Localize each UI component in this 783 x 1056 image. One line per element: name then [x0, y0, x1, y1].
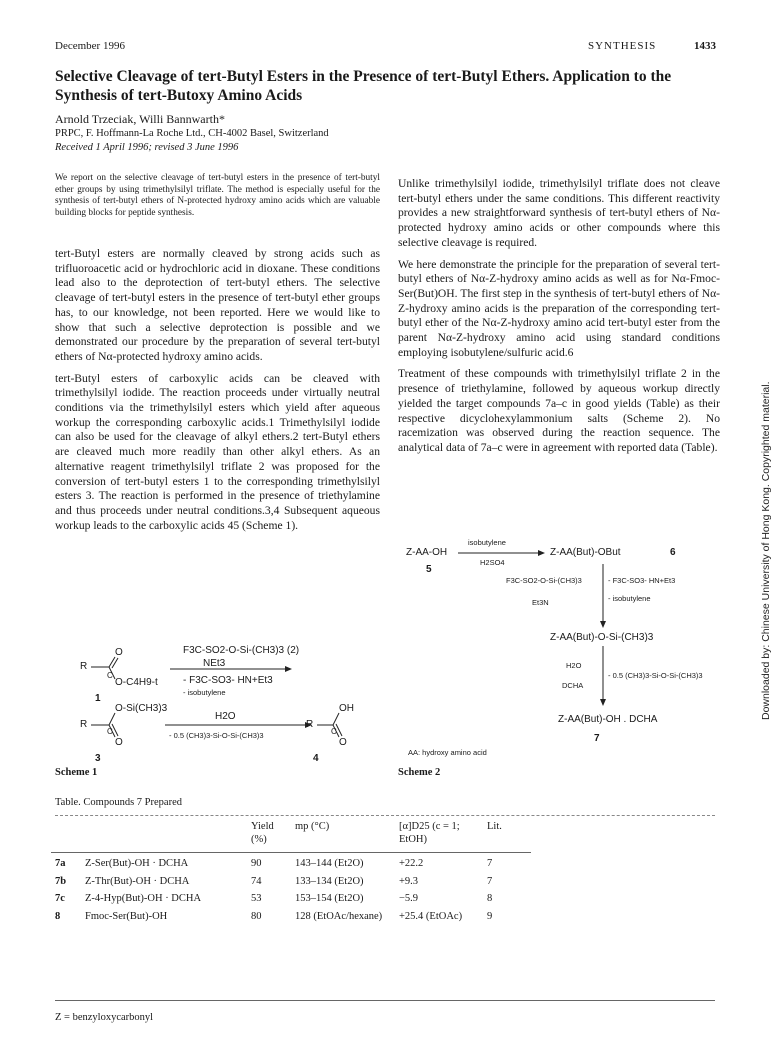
header-page: 1433 [694, 40, 716, 52]
scheme-1-atom: O [115, 647, 123, 658]
scheme-1-atom: R [80, 661, 88, 672]
table-row: 7b Z-Thr(But)-OH · DCHA 74 133–134 (Et2O) +9.3 7 [55, 875, 493, 887]
scheme-1-reagent: F3C-SO2-O-Si-(CH3)3 (2) [183, 645, 300, 656]
compound-label: 7 [594, 733, 600, 744]
scheme-2-water: H2O [566, 661, 582, 670]
scheme-1-atom: O [339, 737, 347, 748]
scheme-2-start: Z-AA-OH [406, 547, 448, 558]
table-footnote: Z = benzyloxycarbonyl [55, 1012, 154, 1023]
compound-label: 4 [313, 753, 319, 764]
column-header: Lit. [487, 821, 502, 832]
scheme-1-water: H2O [215, 711, 236, 722]
scheme-2-byproduct: - 0.5 (CH3)3-Si-O-Si-(CH3)3 [608, 671, 703, 680]
compound-label: 6 [670, 547, 676, 558]
compound-label: 1 [95, 693, 101, 704]
header-journal: SYNTHESIS [588, 40, 657, 52]
scheme-1-atom: C [331, 727, 337, 736]
scheme-2-byproduct: - F3C-SO3- HN+Et3 [608, 576, 676, 585]
table-rule [55, 815, 715, 816]
table-caption: Table. Compounds 7 Prepared [55, 797, 182, 808]
download-notice: Downloaded by: Chinese University of Hong Kong. Copyrighted material. [760, 381, 772, 720]
scheme-1-group: O-Si(CH3)3 [115, 703, 168, 714]
table-header-row [51, 821, 531, 846]
right-column [398, 177, 720, 463]
table-row: 7a Z-Ser(But)-OH · DCHA 90 143–144 (Et2O) +22.2 7 [55, 858, 493, 869]
scheme-2-intermediate: Z-AA(But)-O-Si-(CH3)3 [550, 632, 654, 643]
paragraph: Unlike trimethylsilyl iodide, trimethylsilyl triflate does not cleave tert-butyl ethers under the same conditions. This different reactivity provides a new straightforward synthesis of tert-butyl ethers of Nα-protected hydroxy amino acids or other compounds where this selective cleavage is required. [398, 177, 720, 249]
table-bottom-rule [55, 1000, 715, 1001]
article-affiliation: PRPC, F. Hoffmann-La Roche Ltd., CH-4002 Basel, Switzerland [55, 128, 329, 139]
column-header: mp (°C) [295, 821, 330, 832]
scheme-2-reagent: F3C-SO2-O-Si-(CH3)3 [506, 576, 582, 585]
scheme-2-note: AA: hydroxy amino acid [408, 748, 487, 757]
paragraph: tert-Butyl esters of carboxylic acids can be cleaved with trimethylsilyl iodide. The reaction proceeds under virtually neutral conditions via the trimethylsilyl esters which yield after aqueous workup the corresponding carboxylic acids.1 Trimethylsilyl iodide can also be used for the cleavage of alkyl ethers.2 tert-Butyl ethers are cleaved much more readily than other alkyl ethers. As an alternative reagent trimethylsilyl triflate 2 was proposed for the conversion of tert-butyl esters 1 to the corresponding trimethylsilyl esters 3. The reaction is performed in the presence of triethylamine and thus proceeds under neutral conditions.3,4 Subsequent aqueous workup leads to the carboxylic acids 45 (Scheme 1). [55, 371, 380, 532]
scheme-1-atom: R [306, 719, 314, 730]
scheme-2-product: Z-AA(But)-OBut [550, 547, 621, 558]
paragraph: Treatment of these compounds with trimethylsilyl triflate 2 in the presence of triethylamine, followed by aqueous workup directly yielded the target compounds 7a–c in good yields (Table) as their respective dicyclohexylammonium salts (Scheme 2). No racemization was observed during the reaction sequence. The analytical data of 7a–c were in agreement with reported data (Table). [398, 367, 720, 454]
table-row: 8 Fmoc-Ser(But)-OH 80 128 (EtOAc/hexane) +25.4 (EtOAc) 9 [55, 910, 493, 922]
header-date: December 1996 [55, 40, 125, 52]
paragraph: tert-Butyl esters are normally cleaved by strong acids such as trifluoroacetic acid or hydrochloric acid in dioxane. These conditions lead also to the deprotection of tert-butyl ethers. The selective cleavage of tert-butyl esters in the presence of tert-butyl ether groups has, to our knowledge, not been reported. Here we would like to show that such a selective deprotection is possible and we demonstrated our procedure by the preparation of several tert-butyl ethers of Nα-protected hydroxy amino acids. [55, 247, 380, 363]
scheme-1-atom: C [107, 727, 113, 736]
compounds-table [51, 821, 531, 923]
scheme-2-byproduct: - isobutylene [608, 594, 651, 603]
abstract: We report on the selective cleavage of tert-butyl esters in the presence of tert-butyl ether groups by using trimethylsilyl triflate. The method is especially useful for the synthesis of tert-butyl ethers of N-protected hydroxy amino acids which are valuable building blocks for peptide synthesis. [55, 173, 380, 218]
column-header: [α]D25 (c = 1; EtOH) [399, 821, 460, 845]
paragraph: We here demonstrate the principle for the preparation of several tert-butyl ethers of Nα-Z-hydroxy amino acids as well as for Nα-Fmoc-Ser(But)OH. The first step in the synthesis of tert-butyl ethers of Nα-Z-hydroxy amino acids is the preparation of the corresponding tert-butyl ether of the Nα-Z-hydroxy amino acid tert-butyl ester from the parent Nα-Z-hydroxy amino acid using standard conditions employing isobutylene/sulfuric acid.6 [398, 257, 720, 359]
scheme-2-reagent: isobutylene [468, 538, 506, 547]
compound-label: 5 [426, 564, 432, 575]
scheme-2-dcha: DCHA [562, 681, 584, 690]
scheme-2-caption: Scheme 2 [398, 767, 441, 778]
scheme-1-group: O-C4H9-t [115, 677, 158, 688]
scheme-1-atom: C [107, 671, 113, 680]
table-row: 7c Z-4-Hyp(But)-OH · DCHA 53 153–154 (Et2O) −5.9 8 [55, 893, 493, 904]
scheme-1 [55, 645, 385, 775]
scheme-1-atom: R [80, 719, 88, 730]
article-title: Selective Cleavage of tert-Butyl Esters in the Presence of tert-Butyl Ethers. Application to the Synthesis of tert-Butoxy Amino Acids [55, 68, 672, 104]
scheme-1-group: OH [339, 703, 354, 714]
article-authors: Arnold Trzeciak, Willi Bannwarth* [55, 112, 225, 126]
left-column [55, 247, 380, 540]
column-header: Yield (%) [251, 821, 274, 845]
compound-label: 3 [95, 753, 101, 764]
scheme-1-byproduct: - F3C-SO3- HN+Et3 [183, 675, 273, 686]
scheme-1-caption: Scheme 1 [55, 767, 98, 778]
scheme-2-final: Z-AA(But)-OH . DCHA [558, 714, 658, 725]
scheme-1-byproduct: - isobutylene [183, 688, 226, 697]
article-received: Received 1 April 1996; revised 3 June 1996 [55, 142, 239, 153]
scheme-2-acid: H2SO4 [480, 558, 505, 567]
scheme-2 [398, 536, 728, 761]
scheme-2-arrows [398, 536, 728, 761]
scheme-1-base: NEt3 [203, 658, 226, 669]
scheme-2-base: Et3N [532, 598, 549, 607]
scheme-1-atom: O [115, 737, 123, 748]
scheme-1-byproduct: - 0.5 (CH3)3-Si-O-Si-(CH3)3 [169, 731, 264, 740]
